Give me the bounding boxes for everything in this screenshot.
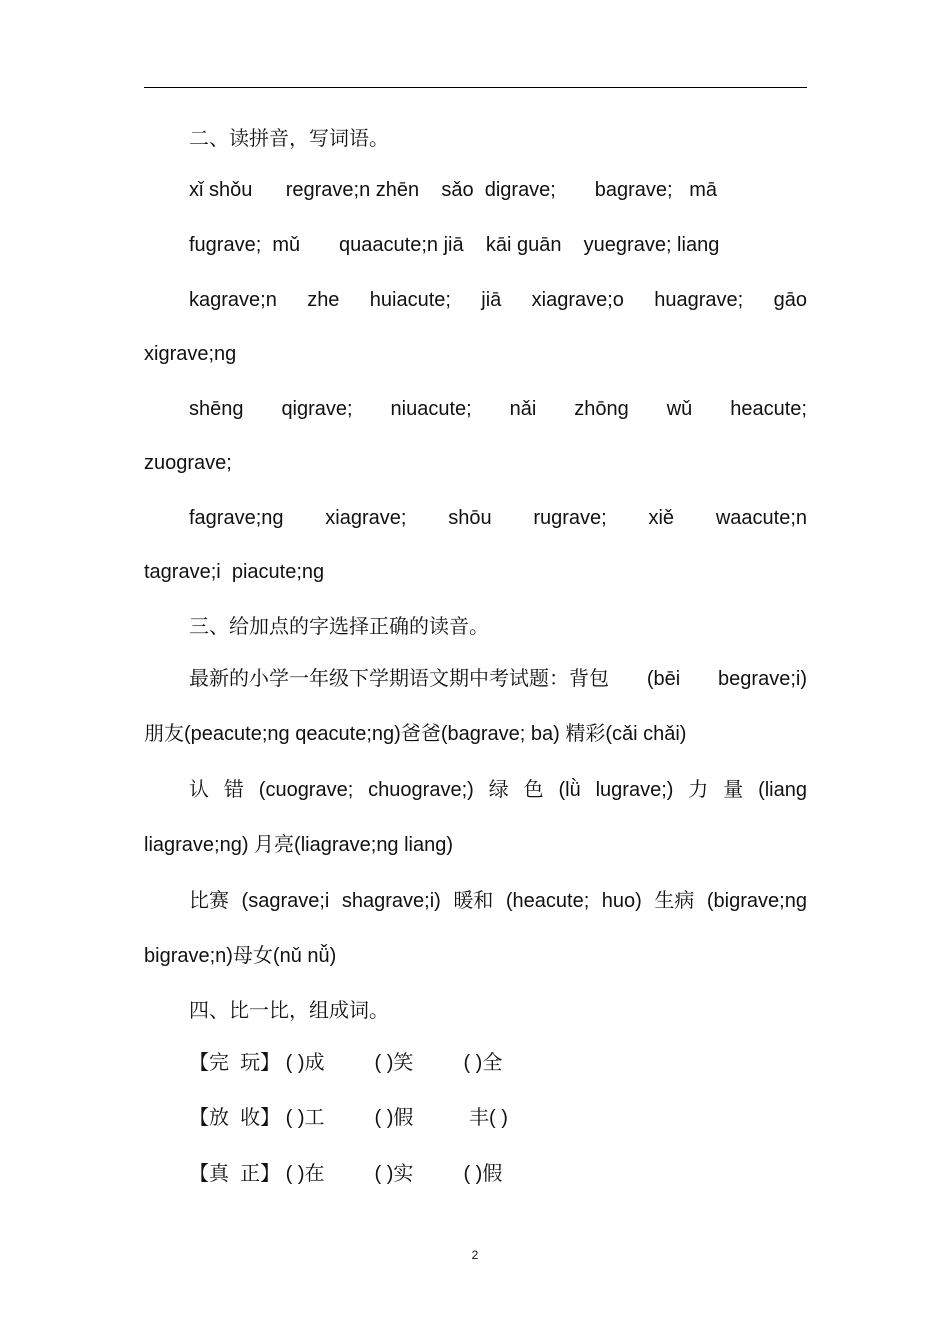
- pinyin-word: huiacute;: [369, 289, 451, 311]
- reading-text: chuograve;): [368, 779, 474, 801]
- reading-text: 最新的小学一年级下学期语文期中考试题：背包: [189, 668, 609, 690]
- reading-text: 错: [223, 779, 244, 801]
- reading-text: (lǜ: [558, 779, 581, 801]
- pinyin-word: zhōng: [574, 398, 629, 420]
- compare-row: 【完 玩】 ( )成 ( )笑 ( )全: [189, 1052, 503, 1074]
- pinyin-word: kagrave;n: [189, 289, 277, 311]
- section4-heading: 四、比一比，组成词。: [189, 1000, 389, 1022]
- section3-heading: 三、给加点的字选择正确的读音。: [189, 616, 489, 638]
- reading-text: 生病: [654, 890, 695, 912]
- reading-line-1-cont: 朋友(peacute;ng qeacute;ng)爸爸(bagrave; ba) 精彩(cǎi chǎi): [144, 723, 687, 745]
- reading-text: (bēi: [646, 668, 681, 690]
- pinyin-word: gāo: [773, 289, 807, 311]
- pinyin-word: xiagrave;: [325, 507, 407, 529]
- reading-text: begrave;i): [718, 668, 807, 690]
- reading-text: 认: [189, 779, 209, 801]
- pinyin-word: shōu: [448, 507, 492, 529]
- pinyin-word: huagrave;: [654, 289, 744, 311]
- pinyin-row-4: [189, 396, 807, 422]
- reading-text: 量: [723, 779, 744, 801]
- reading-text: 绿: [488, 779, 509, 801]
- page-number: 2: [471, 1248, 479, 1262]
- reading-text: 暖和: [453, 890, 494, 912]
- pinyin-word: heacute;: [730, 398, 807, 420]
- pinyin-word: wǔ: [666, 398, 693, 420]
- pinyin-word: zhe: [307, 289, 340, 311]
- pinyin-word: rugrave;: [533, 507, 607, 529]
- reading-text: (liang: [758, 779, 807, 801]
- header-rule: [144, 87, 807, 88]
- pinyin-row-3-cont: xigrave;ng: [144, 343, 237, 365]
- pinyin-row-1: xǐ shǒu regrave;n zhēn sǎo digrave; bagrave; mā: [189, 179, 718, 201]
- reading-line-2: [189, 777, 807, 803]
- pinyin-word: shēng: [189, 398, 244, 420]
- pinyin-word: jiā: [481, 289, 502, 311]
- pinyin-row-5-cont: tagrave;i piacute;ng: [144, 561, 325, 583]
- reading-line-2-cont: liagrave;ng) 月亮(liagrave;ng liang): [144, 834, 454, 856]
- reading-text: huo): [601, 890, 642, 912]
- compare-row: 【真 正】 ( )在 ( )实 ( )假: [189, 1163, 503, 1185]
- pinyin-row-4-cont: zuograve;: [144, 452, 232, 474]
- pinyin-word: qigrave;: [281, 398, 353, 420]
- reading-text: (sagrave;i: [241, 890, 330, 912]
- reading-text: 色: [523, 779, 544, 801]
- reading-text: (heacute;: [505, 890, 590, 912]
- reading-line-3-cont: bigrave;n)母女(nǔ nǚ): [144, 945, 337, 967]
- pinyin-word: waacute;n: [715, 507, 807, 529]
- pinyin-word: xiagrave;o: [531, 289, 624, 311]
- compare-row: 【放 收】 ( )工 ( )假 丰( ): [189, 1107, 508, 1129]
- pinyin-row-2: fugrave; mǔ quaacute;n jiā kāi guān yuegrave; liang: [189, 234, 720, 256]
- reading-text: (cuograve;: [258, 779, 354, 801]
- pinyin-word: nǎi: [509, 398, 537, 420]
- section2-heading: 二、读拼音，写词语。: [189, 128, 389, 150]
- reading-text: 力: [688, 779, 709, 801]
- pinyin-row-5: [189, 505, 807, 531]
- reading-line-3: [189, 888, 807, 914]
- reading-text: shagrave;i): [341, 890, 441, 912]
- reading-text: (bigrave;ng: [706, 890, 807, 912]
- pinyin-word: fagrave;ng: [189, 507, 284, 529]
- reading-line-1: [189, 666, 807, 692]
- pinyin-word: xiě: [648, 507, 675, 529]
- pinyin-word: niuacute;: [390, 398, 472, 420]
- pinyin-row-3: [189, 287, 807, 313]
- reading-text: lugrave;): [595, 779, 674, 801]
- reading-text: 比赛: [189, 890, 229, 912]
